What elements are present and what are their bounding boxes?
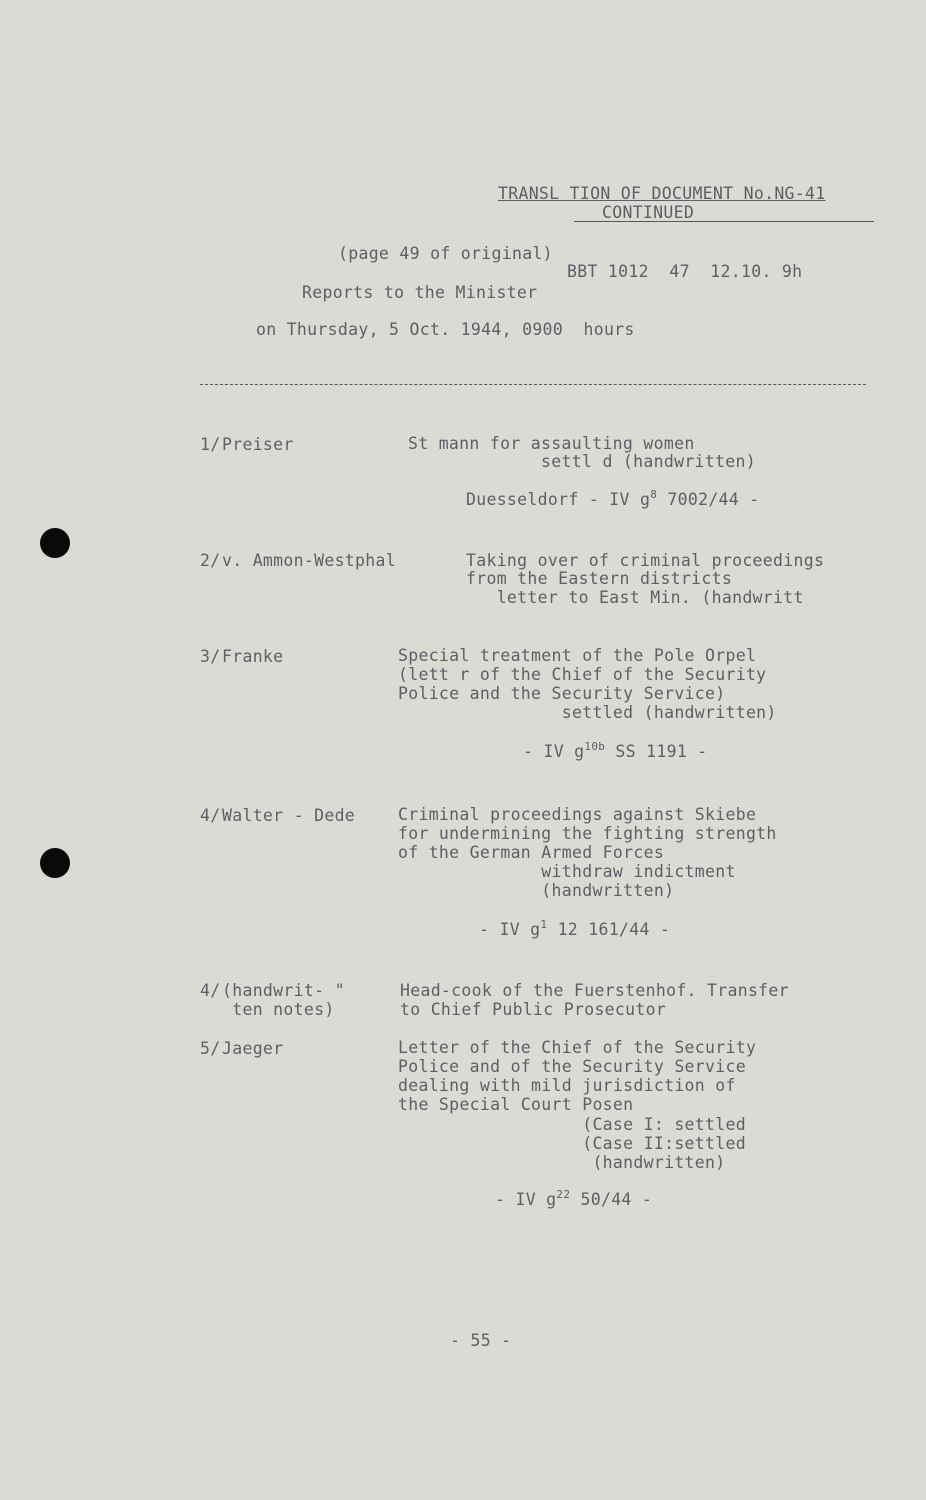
entry-line: the Special Court Posen — [398, 1095, 634, 1114]
entry-line: to Chief Public Prosecutor — [400, 1000, 667, 1019]
entry-line: dealing with mild jurisdiction of — [398, 1076, 736, 1095]
entry-name: Walter - Dede — [222, 806, 356, 825]
entry-line: (handwritten) — [398, 1153, 726, 1172]
page-number: - 55 - — [450, 1331, 512, 1350]
entry-name: Franke — [222, 647, 284, 666]
entry-line: settled (handwritten) — [398, 703, 777, 722]
entry-mark: 4/ — [200, 806, 221, 825]
entry-line: of the German Armed Forces — [398, 843, 665, 862]
entry-line: Special treatment of the Pole Orpel — [398, 646, 757, 665]
entry-line: (Case II:settled — [398, 1134, 746, 1153]
entry-line: withdraw indictment — [398, 862, 736, 881]
entry-mark: 2/ — [200, 551, 221, 570]
entry-mark: 1/ — [200, 435, 221, 454]
header-rule — [574, 221, 874, 222]
entry-name: Preiser — [222, 435, 294, 454]
entry-line: (Case I: settled — [398, 1115, 746, 1134]
entry-mark: 5/ — [200, 1039, 221, 1058]
entry-line: (handwritten) — [398, 881, 675, 900]
entry-line: (lett r of the Chief of the Security — [398, 665, 767, 684]
entry-line: settl d (handwritten) — [408, 452, 756, 471]
entry-name: Jaeger — [222, 1039, 284, 1058]
entry-reference: Duesseldorf - IV $g^8$ 7002/44 - — [466, 488, 760, 509]
reference-code: BBT 1012 47 12.10. 9h — [567, 262, 803, 281]
entry-reference: - IV $g^{22}$ 50/44 - — [495, 1188, 653, 1209]
entry-line: Police and the Security Service) — [398, 684, 726, 703]
entry-line: Taking over of criminal proceedings — [466, 551, 825, 570]
entry-line: Criminal proceedings against Skiebe — [398, 805, 757, 824]
entry-reference: - IV $g^{10b}$ SS 1191 - — [523, 740, 708, 761]
document-subtitle: CONTINUED — [602, 203, 695, 222]
entry-mark: 3/ — [200, 647, 221, 666]
entry-line: Police and of the Security Service — [398, 1057, 746, 1076]
entry-line: from the Eastern districts — [466, 569, 733, 588]
entry-line: St mann for assaulting women — [408, 434, 695, 453]
entry-mark: 4/ — [200, 981, 221, 1000]
punch-hole — [40, 848, 70, 878]
entry-name: (handwrit- " ten notes) — [222, 981, 345, 1019]
heading-line-2: on Thursday, 5 Oct. 1944, 0900 hours — [256, 320, 635, 339]
document-title: TRANSL TION OF DOCUMENT No.NG-41 — [498, 184, 826, 203]
entry-line: Letter of the Chief of the Security — [398, 1038, 757, 1057]
entry-name: v. Ammon-Westphal — [222, 551, 396, 570]
entry-reference: - IV $g^1$ 12 161/44 - — [479, 918, 671, 939]
entry-line: Head-cook of the Fuerstenhof. Transfer — [400, 981, 789, 1000]
heading-line-1: Reports to the Minister — [302, 283, 538, 302]
punch-hole — [40, 528, 70, 558]
page-reference: (page 49 of original) — [338, 244, 553, 263]
entry-line: for undermining the fighting strength — [398, 824, 777, 843]
entry-line: letter to East Min. (handwritt — [466, 588, 804, 607]
separator-line — [200, 384, 866, 385]
